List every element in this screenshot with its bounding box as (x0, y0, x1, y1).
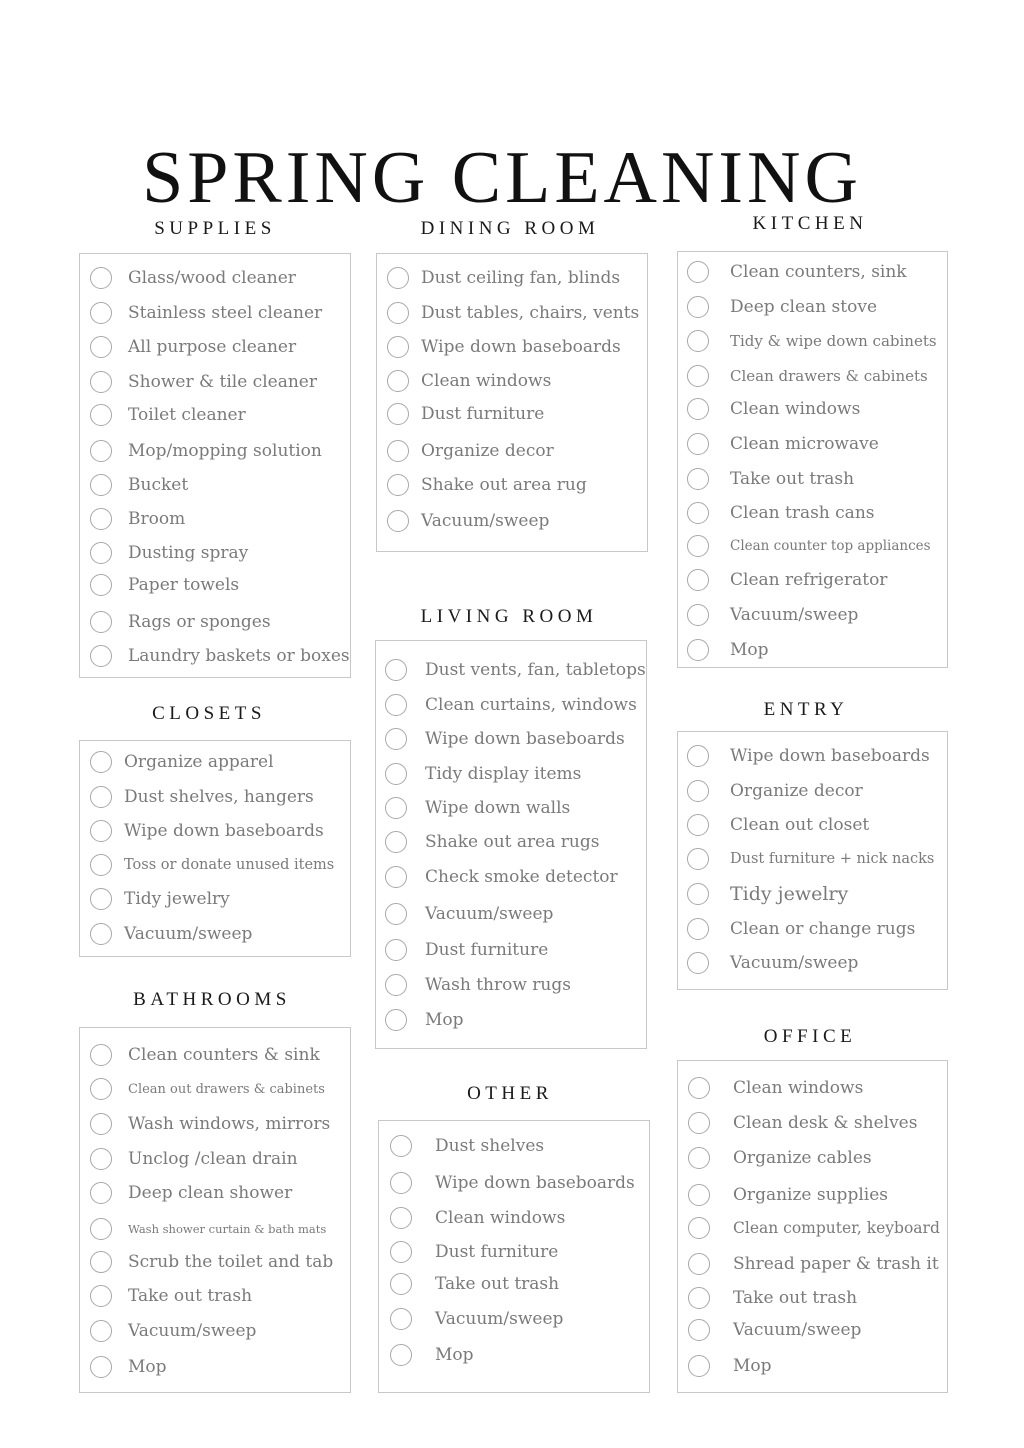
checklist-item-label: Dust shelves, hangers (124, 787, 314, 807)
checklist-item-label: Take out trash (128, 1286, 253, 1306)
checklist-item-label: Mop (425, 1010, 464, 1030)
checklist-item-label: Take out trash (733, 1288, 858, 1308)
checkbox-circle-icon[interactable] (90, 1251, 112, 1273)
checkbox-circle-icon[interactable] (687, 468, 709, 490)
checklist-item-label: Clean out closet (730, 815, 870, 835)
checklist-item[interactable] (90, 782, 314, 812)
checklist-item[interactable] (90, 1109, 330, 1139)
checkbox-circle-icon[interactable] (90, 542, 112, 564)
checkbox-circle-icon[interactable] (90, 267, 112, 289)
checklist-item[interactable] (687, 464, 854, 494)
checkbox-circle-icon[interactable] (687, 535, 709, 557)
checklist-item[interactable] (90, 470, 188, 500)
checklist-item-label: Vacuum/sweep (124, 924, 253, 944)
checklist-item-label: Clean computer, keyboard (733, 1219, 940, 1237)
checkbox-circle-icon[interactable] (688, 1355, 710, 1377)
checklist-item-label: Clean desk & shelves (733, 1113, 918, 1133)
kitchen-heading: KITCHEN (752, 213, 868, 234)
checklist-item[interactable] (687, 914, 915, 944)
checkbox-circle-icon[interactable] (688, 1184, 710, 1206)
checkbox-circle-icon[interactable] (90, 1182, 112, 1204)
checklist-item[interactable] (688, 1283, 857, 1313)
checklist-item-label: Vacuum/sweep (435, 1309, 564, 1329)
checklist-item-label: Organize apparel (124, 752, 274, 772)
checklist-item-label: Dusting spray (128, 543, 249, 563)
checklist-item[interactable] (390, 1131, 544, 1161)
checklist-item[interactable] (687, 429, 879, 459)
checklist-item-label: Clean counter top appliances (730, 538, 931, 554)
checklist-item[interactable] (687, 635, 769, 665)
bathrooms-heading: BATHROOMS (133, 989, 291, 1010)
checklist-item-label: Organize decor (421, 441, 554, 461)
checkbox-circle-icon[interactable] (390, 1344, 412, 1366)
checklist-item-label: Clean windows (435, 1208, 566, 1228)
entry-heading: ENTRY (763, 699, 849, 720)
checklist-item-label: Dust furniture (425, 940, 549, 960)
checklist-item-label: Rags or sponges (128, 612, 271, 632)
checklist-item[interactable] (90, 436, 322, 466)
checkbox-circle-icon[interactable] (90, 508, 112, 530)
checkbox-circle-icon[interactable] (390, 1241, 412, 1263)
checklist-item[interactable] (385, 862, 618, 892)
checklist-item-label: Wipe down baseboards (435, 1173, 635, 1193)
checklist-item-label: Clean windows (421, 371, 552, 391)
checklist-item[interactable] (390, 1340, 474, 1370)
checklist-item[interactable] (687, 879, 848, 909)
checkbox-circle-icon[interactable] (90, 1285, 112, 1307)
checkbox-circle-icon[interactable] (90, 336, 112, 358)
checklist-item[interactable] (387, 263, 620, 293)
checklist-item-label: Clean microwave (730, 434, 879, 454)
checklist-item-label: Stainless steel cleaner (128, 303, 323, 323)
checklist-item-label: Clean counters, sink (730, 262, 907, 282)
checklist-item[interactable] (687, 776, 863, 806)
checklist-item[interactable] (90, 367, 317, 397)
checklist-item[interactable] (90, 1352, 167, 1382)
checkbox-circle-icon[interactable] (687, 330, 709, 352)
checkbox-circle-icon[interactable] (385, 866, 407, 888)
checklist-item[interactable] (90, 1144, 298, 1174)
checkbox-circle-icon[interactable] (687, 569, 709, 591)
checkbox-circle-icon[interactable] (385, 1009, 407, 1031)
checkbox-circle-icon[interactable] (385, 903, 407, 925)
checkbox-circle-icon[interactable] (390, 1308, 412, 1330)
checklist-item-label: Dust tables, chairs, vents (421, 303, 640, 323)
checkbox-circle-icon[interactable] (90, 1320, 112, 1342)
checklist-item-label: Mop (733, 1356, 772, 1376)
checklist-item-label: Organize cables (733, 1148, 872, 1168)
checklist-item[interactable] (687, 844, 934, 874)
checklist-item[interactable] (390, 1168, 635, 1198)
checkbox-circle-icon[interactable] (687, 918, 709, 940)
checklist-item[interactable] (387, 470, 587, 500)
checklist-item[interactable] (688, 1073, 863, 1103)
checklist-item[interactable] (90, 747, 274, 777)
checklist-item[interactable] (390, 1203, 565, 1233)
checkbox-circle-icon[interactable] (90, 371, 112, 393)
checkbox-circle-icon[interactable] (688, 1287, 710, 1309)
checklist-item-label: Wash throw rugs (425, 975, 571, 995)
other-heading: OTHER (467, 1083, 553, 1104)
checkbox-circle-icon[interactable] (387, 510, 409, 532)
checklist-item-label: Scrub the toilet and tab (128, 1252, 334, 1272)
checklist-item-label: Dust furniture + nick nacks (730, 851, 935, 867)
checklist-item[interactable] (90, 641, 350, 671)
checklist-item-label: Dust furniture (421, 404, 545, 424)
checklist-item-label: Dust ceiling fan, blinds (421, 268, 621, 288)
checkbox-circle-icon[interactable] (90, 786, 112, 808)
checkbox-circle-icon[interactable] (90, 611, 112, 633)
checklist-item-label: Vacuum/sweep (733, 1320, 862, 1340)
checkbox-circle-icon[interactable] (687, 780, 709, 802)
checklist-item-label: Clean out drawers & cabinets (128, 1081, 325, 1097)
checklist-item[interactable] (385, 827, 599, 857)
checklist-item-label: Shread paper & trash it (733, 1254, 939, 1274)
checklist-item[interactable] (90, 400, 246, 430)
checklist-item-label: Clean or change rugs (730, 919, 916, 939)
checklist-item[interactable] (90, 1316, 256, 1346)
checklist-item[interactable] (387, 366, 551, 396)
checkbox-circle-icon[interactable] (385, 763, 407, 785)
checklist-item-label: Check smoke detector (425, 867, 618, 887)
checkbox-circle-icon[interactable] (90, 1113, 112, 1135)
checklist-item-label: Vacuum/sweep (128, 1321, 257, 1341)
checkbox-circle-icon[interactable] (387, 336, 409, 358)
checkbox-circle-icon[interactable] (385, 797, 407, 819)
checklist-item-label: Shake out area rugs (425, 832, 600, 852)
checklist-item-label: Paper towels (128, 575, 240, 595)
checklist-item-label: Tidy jewelry (124, 889, 230, 909)
checkbox-circle-icon[interactable] (687, 952, 709, 974)
closets-heading: CLOSETS (152, 703, 266, 724)
checklist-item[interactable] (688, 1143, 872, 1173)
checkbox-circle-icon[interactable] (90, 923, 112, 945)
checklist-item[interactable] (387, 332, 621, 362)
checklist-item[interactable] (387, 298, 639, 328)
checklist-item-label: Mop (730, 640, 769, 660)
checkbox-circle-icon[interactable] (90, 1044, 112, 1066)
checklist-item[interactable] (385, 935, 548, 965)
checklist-item[interactable] (385, 1005, 464, 1035)
checklist-item[interactable] (387, 399, 544, 429)
checklist-item[interactable] (90, 332, 296, 362)
page-title: SPRING CLEANING (142, 136, 862, 219)
checklist-item[interactable] (687, 361, 928, 391)
checklist-item[interactable] (385, 655, 646, 685)
checklist-item[interactable] (688, 1351, 772, 1381)
checklist-item[interactable] (90, 850, 334, 880)
checkbox-circle-icon[interactable] (687, 848, 709, 870)
checklist-item-label: Vacuum/sweep (730, 605, 859, 625)
checklist-item[interactable] (385, 690, 637, 720)
checklist-item[interactable] (90, 1247, 333, 1277)
checklist-item-label: All purpose cleaner (128, 337, 297, 357)
checkbox-circle-icon[interactable] (390, 1172, 412, 1194)
checkbox-circle-icon[interactable] (687, 639, 709, 661)
checklist-item[interactable] (390, 1237, 558, 1267)
checkbox-circle-icon[interactable] (387, 403, 409, 425)
checklist-item[interactable] (90, 298, 322, 328)
checkbox-circle-icon[interactable] (387, 370, 409, 392)
checklist-item-label: Tidy jewelry (730, 883, 849, 905)
checklist-item[interactable] (90, 1040, 320, 1070)
checklist-item[interactable] (90, 538, 248, 568)
checklist-item[interactable] (90, 1281, 252, 1311)
office-heading: OFFICE (763, 1026, 857, 1047)
checkbox-circle-icon[interactable] (90, 1218, 112, 1240)
checklist-item-label: Wipe down baseboards (124, 821, 324, 841)
checklist-item[interactable] (687, 810, 869, 840)
checkbox-circle-icon[interactable] (90, 474, 112, 496)
checklist-item[interactable] (90, 919, 252, 949)
checkbox-circle-icon[interactable] (90, 888, 112, 910)
checklist-item-label: Take out trash (435, 1274, 560, 1294)
checklist-item[interactable] (387, 436, 554, 466)
checklist-item-label: Wipe down baseboards (421, 337, 621, 357)
checkbox-circle-icon[interactable] (90, 404, 112, 426)
checklist-item-label: Clean curtains, windows (425, 695, 637, 715)
checkbox-circle-icon[interactable] (687, 814, 709, 836)
checkbox-circle-icon[interactable] (90, 1356, 112, 1378)
checklist-item[interactable] (688, 1249, 939, 1279)
checklist-item-label: Dust shelves (435, 1136, 545, 1156)
checkbox-circle-icon[interactable] (385, 728, 407, 750)
checklist-item-label: Mop (435, 1345, 474, 1365)
checklist-item[interactable] (385, 759, 581, 789)
checklist-item[interactable] (90, 1074, 325, 1104)
checklist-item-label: Dust furniture (435, 1242, 559, 1262)
dining-room-heading: DINING ROOM (420, 218, 600, 239)
checklist-item-label: Shake out area rug (421, 475, 587, 495)
checkbox-circle-icon[interactable] (687, 604, 709, 626)
checkbox-circle-icon[interactable] (90, 1078, 112, 1100)
checkbox-circle-icon[interactable] (385, 694, 407, 716)
checkbox-circle-icon[interactable] (688, 1112, 710, 1134)
checklist-item[interactable] (687, 565, 887, 595)
checklist-item[interactable] (687, 600, 858, 630)
checklist-item-label: Mop (128, 1357, 167, 1377)
checkbox-circle-icon[interactable] (387, 302, 409, 324)
checkbox-circle-icon[interactable] (687, 365, 709, 387)
checklist-item[interactable] (90, 1214, 326, 1244)
checklist-item-label: Tidy display items (425, 764, 582, 784)
checklist-item[interactable] (390, 1269, 559, 1299)
checklist-item-label: Wipe down baseboards (730, 746, 930, 766)
living-room-heading: LIVING ROOM (420, 606, 598, 627)
checkbox-circle-icon[interactable] (385, 831, 407, 853)
checklist-item-label: Bucket (128, 475, 189, 495)
checkbox-circle-icon[interactable] (687, 398, 709, 420)
checklist-item[interactable] (90, 607, 271, 637)
checklist-item-label: Organize supplies (733, 1185, 888, 1205)
checklist-item[interactable] (688, 1213, 940, 1243)
checkbox-circle-icon[interactable] (687, 745, 709, 767)
checklist-item-label: Wash windows, mirrors (128, 1114, 331, 1134)
checklist-item[interactable] (90, 504, 185, 534)
checkbox-circle-icon[interactable] (688, 1217, 710, 1239)
checklist-item-label: Vacuum/sweep (425, 904, 554, 924)
checklist-item-label: Clean drawers & cabinets (730, 367, 928, 385)
checklist-item-label: Clean trash cans (730, 503, 875, 523)
checklist-item[interactable] (687, 326, 937, 356)
checklist-item[interactable] (385, 724, 625, 754)
checklist-item[interactable] (688, 1180, 888, 1210)
checklist-item-label: Toilet cleaner (128, 405, 246, 425)
checkbox-circle-icon[interactable] (688, 1077, 710, 1099)
checkbox-circle-icon[interactable] (90, 1148, 112, 1170)
checklist-item[interactable] (687, 948, 858, 978)
checkbox-circle-icon[interactable] (387, 440, 409, 462)
checklist-item-label: Clean refrigerator (730, 570, 888, 590)
checklist-item-label: Deep clean stove (730, 297, 877, 317)
checklist-item-label: Dust vents, fan, tabletops (425, 660, 646, 680)
checklist-item[interactable] (687, 257, 907, 287)
checklist-item-label: Wipe down baseboards (425, 729, 625, 749)
checkbox-circle-icon[interactable] (688, 1319, 710, 1341)
checkbox-circle-icon[interactable] (90, 820, 112, 842)
checklist-item[interactable] (90, 570, 239, 600)
checklist-item[interactable] (687, 498, 875, 528)
checkbox-circle-icon[interactable] (90, 854, 112, 876)
checkbox-circle-icon[interactable] (90, 440, 112, 462)
checkbox-circle-icon[interactable] (390, 1273, 412, 1295)
checkbox-circle-icon[interactable] (390, 1207, 412, 1229)
checklist-item-label: Broom (128, 509, 186, 529)
checklist-item-label: Glass/wood cleaner (128, 268, 296, 288)
checklist-item[interactable] (90, 263, 296, 293)
checkbox-circle-icon[interactable] (385, 974, 407, 996)
checklist-item-label: Tidy & wipe down cabinets (730, 332, 937, 350)
checkbox-circle-icon[interactable] (687, 296, 709, 318)
checklist-item[interactable] (90, 1178, 292, 1208)
checklist-item-label: Vacuum/sweep (730, 953, 859, 973)
checkbox-circle-icon[interactable] (90, 645, 112, 667)
checkbox-circle-icon[interactable] (688, 1147, 710, 1169)
checkbox-circle-icon[interactable] (387, 267, 409, 289)
checkbox-circle-icon[interactable] (385, 659, 407, 681)
checkbox-circle-icon[interactable] (90, 751, 112, 773)
checklist-item-label: Vacuum/sweep (421, 511, 550, 531)
checklist-item-label: Deep clean shower (128, 1183, 293, 1203)
checklist-item-label: Clean windows (730, 399, 861, 419)
checklist-item[interactable] (90, 884, 230, 914)
checklist-item-label: Clean counters & sink (128, 1045, 320, 1065)
checklist-item-label: Mop/mopping solution (128, 441, 322, 461)
checklist-item-label: Laundry baskets or boxes (128, 646, 350, 666)
supplies-heading: SUPPLIES (154, 218, 276, 239)
checklist-item[interactable] (385, 899, 553, 929)
checklist-item-label: Toss or donate unused items (124, 857, 335, 873)
checklist-item[interactable] (687, 394, 860, 424)
checklist-item-label: Unclog /clean drain (128, 1149, 298, 1169)
checkbox-circle-icon[interactable] (687, 502, 709, 524)
checklist-item[interactable] (688, 1108, 917, 1138)
checkbox-circle-icon[interactable] (387, 474, 409, 496)
checklist-item[interactable] (385, 970, 571, 1000)
checklist-item-label: Take out trash (730, 469, 855, 489)
checklist-item-label: Clean windows (733, 1078, 864, 1098)
checklist-item[interactable] (688, 1315, 861, 1345)
checklist-item[interactable] (687, 531, 931, 561)
checkbox-circle-icon[interactable] (390, 1135, 412, 1157)
checklist-item[interactable] (387, 506, 549, 536)
checklist-item[interactable] (90, 816, 324, 846)
checkbox-circle-icon[interactable] (385, 939, 407, 961)
checklist-item[interactable] (390, 1304, 563, 1334)
checklist-item-label: Organize decor (730, 781, 863, 801)
checkbox-circle-icon[interactable] (90, 574, 112, 596)
checkbox-circle-icon[interactable] (687, 883, 709, 905)
checkbox-circle-icon[interactable] (687, 261, 709, 283)
checkbox-circle-icon[interactable] (688, 1253, 710, 1275)
checklist-item[interactable] (687, 741, 930, 771)
checklist-item-label: Wash shower curtain & bath mats (128, 1222, 327, 1236)
checklist-item-label: Shower & tile cleaner (128, 372, 317, 392)
checklist-item[interactable] (687, 292, 877, 322)
checklist-item-label: Wipe down walls (425, 798, 571, 818)
checkbox-circle-icon[interactable] (687, 433, 709, 455)
checklist-item[interactable] (385, 793, 570, 823)
checkbox-circle-icon[interactable] (90, 302, 112, 324)
